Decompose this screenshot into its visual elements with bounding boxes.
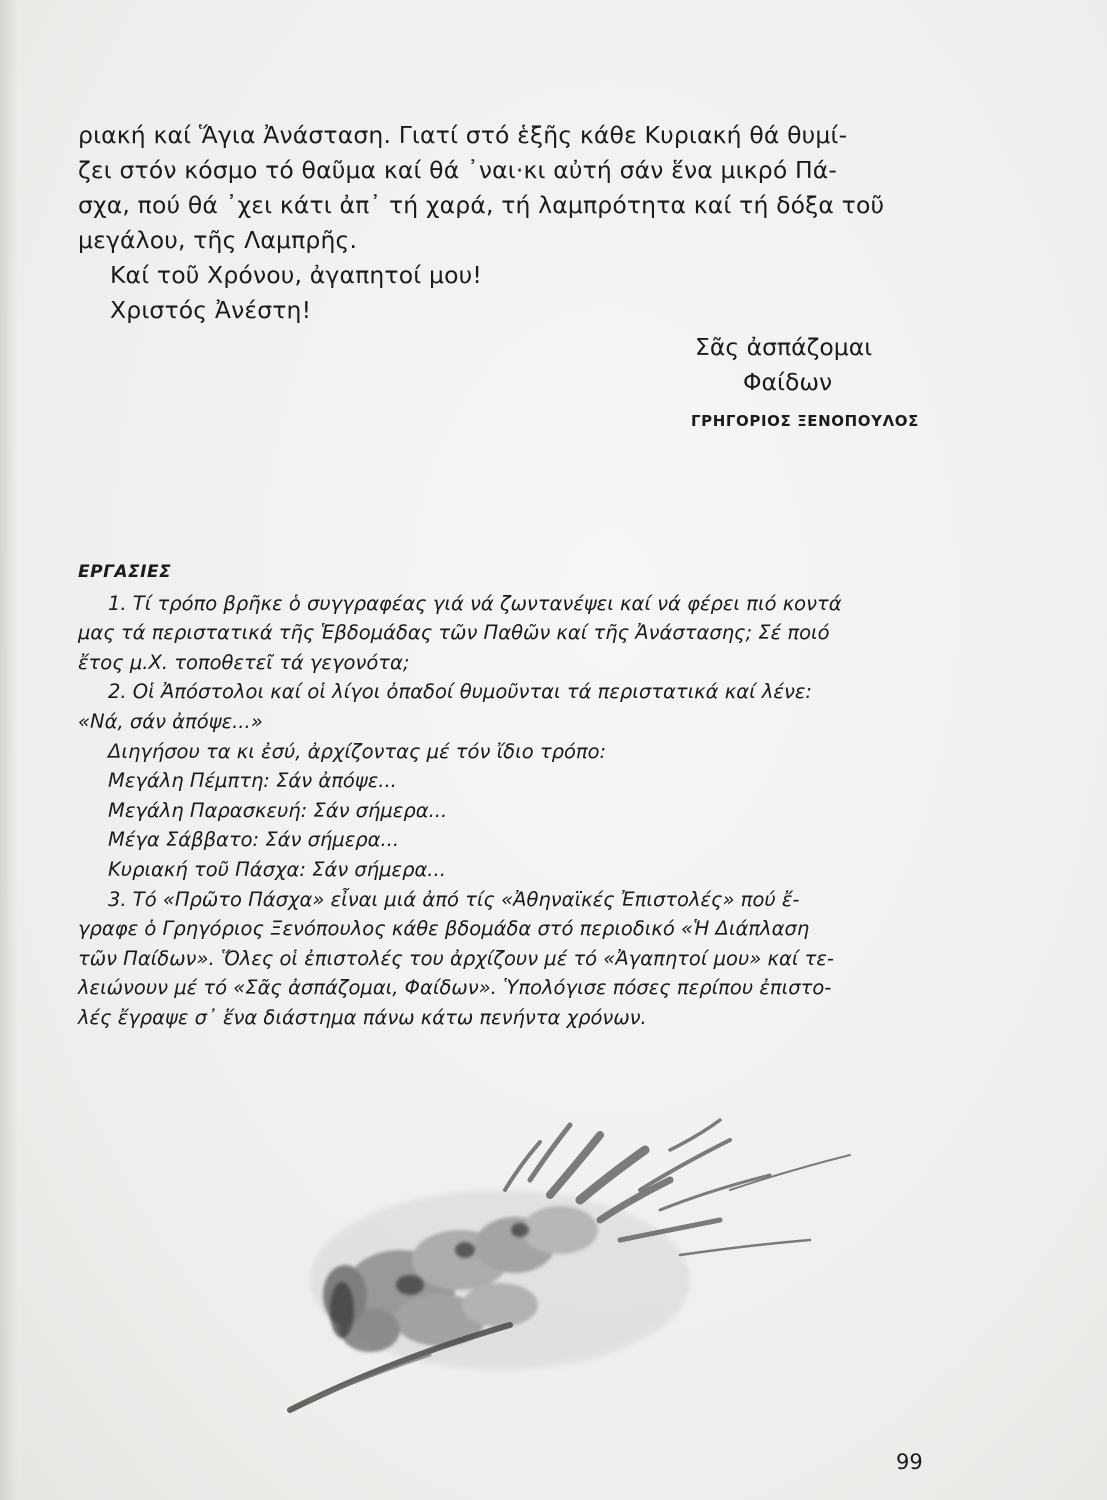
letter-line: σχα, πού θά ᾽χει κάτι ἀπ᾽ τή χαρά, τή λαμπρότητα καί τή δόξα τοῦ	[78, 191, 885, 219]
signature-closing: Σᾶς ἀσπάζομαι	[695, 333, 873, 361]
letter-body	[78, 118, 928, 328]
exercise-line: 1. Τί τρόπο βρῆκε ὁ συγγραφέας γιά νά ζωντανέψει καί νά φέρει πιό κοντά	[108, 591, 842, 615]
letter-line: ζει στόν κόσμο τό θαῦμα καί θά ᾽ναι·κι αὐτή σάν ἕνα μικρό Πά-	[78, 156, 838, 184]
exercise-line: «Νά, σάν ἀπόψε...»	[78, 709, 263, 733]
exercise-line: 2. Οἱ Ἀπόστολοι καί οἱ λίγοι ὀπαδοί θυμοῦνται τά περιστατικά καί λένε:	[108, 680, 812, 704]
exercise-line: λειώνουν μέ τό «Σᾶς ἀσπάζομαι, Φαίδων». Ὑπολόγισε πόσες περίπου ἐπιστο-	[78, 976, 832, 1000]
exercise-line: Κυριακή τοῦ Πάσχα: Σάν σήμερα...	[108, 857, 446, 881]
exercise-line: λές ἔγραψε σ᾽ ἕνα διάστημα πάνω κάτω πενήντα χρόνων.	[78, 1005, 647, 1029]
exercise-line: Μεγάλη Παρασκευή: Σάν σήμερα...	[108, 798, 448, 822]
ink-illustration	[250, 1080, 950, 1420]
exercise-line: γραφε ὁ Γρηγόριος Ξενόπουλος κάθε βδομάδα στό περιοδικό «Ἡ Διάπλαση	[78, 917, 810, 941]
exercise-line: μας τά περιστατικά τῆς Ἑβδομάδας τῶν Παθῶν καί τῆς Ἀνάστασης; Σέ ποιό	[78, 621, 830, 645]
exercise-line: Διηγήσου τα κι ἐσύ, ἀρχίζοντας μέ τόν ἴδιο τρόπο:	[108, 739, 607, 763]
spine-shadow	[0, 0, 18, 1500]
letter-line: μεγάλου, τῆς Λαμπρῆς.	[78, 226, 358, 254]
exercises-title: ΕΡΓΑΣΙΕΣ	[78, 562, 172, 582]
page-number: 99	[896, 1450, 923, 1474]
letter-easter-greeting: Χριστός Ἀνέστη!	[110, 296, 312, 324]
letter-wish: Καί τοῦ Χρόνου, ἀγαπητοί μου!	[110, 261, 482, 289]
exercises-section	[78, 558, 928, 1033]
letter-line: ριακή καί Ἅγια Ἀνάσταση. Γιατί στό ἑξῆς κάθε Κυριακή θά θυμί-	[78, 121, 848, 149]
author-name: ΓΡΗΓΟΡΙΟΣ ΞΕΝΟΠΟΥΛΟΣ	[690, 412, 919, 430]
exercises-lines	[78, 589, 928, 1033]
exercise-line: Μέγα Σάββατο: Σάν σήμερα...	[108, 828, 400, 852]
signature-name: Φαίδων	[743, 368, 833, 396]
exercise-line: ἔτος μ.Χ. τοποθετεῖ τά γεγονότα;	[78, 650, 410, 674]
letter-paragraph	[78, 118, 928, 258]
exercise-line: Μεγάλη Πέμπτη: Σάν ἀπόψε...	[108, 769, 397, 793]
exercise-line: τῶν Παίδων». Ὅλες οἱ ἐπιστολές του ἀρχίζουν μέ τό «Ἀγαπητοί μου» καί τε-	[78, 946, 834, 970]
exercise-line: 3. Τό «Πρῶτο Πάσχα» εἶναι μιά ἀπό τίς «Ἀθηναϊκές Ἐπιστολές» πού ἔ-	[108, 887, 800, 911]
